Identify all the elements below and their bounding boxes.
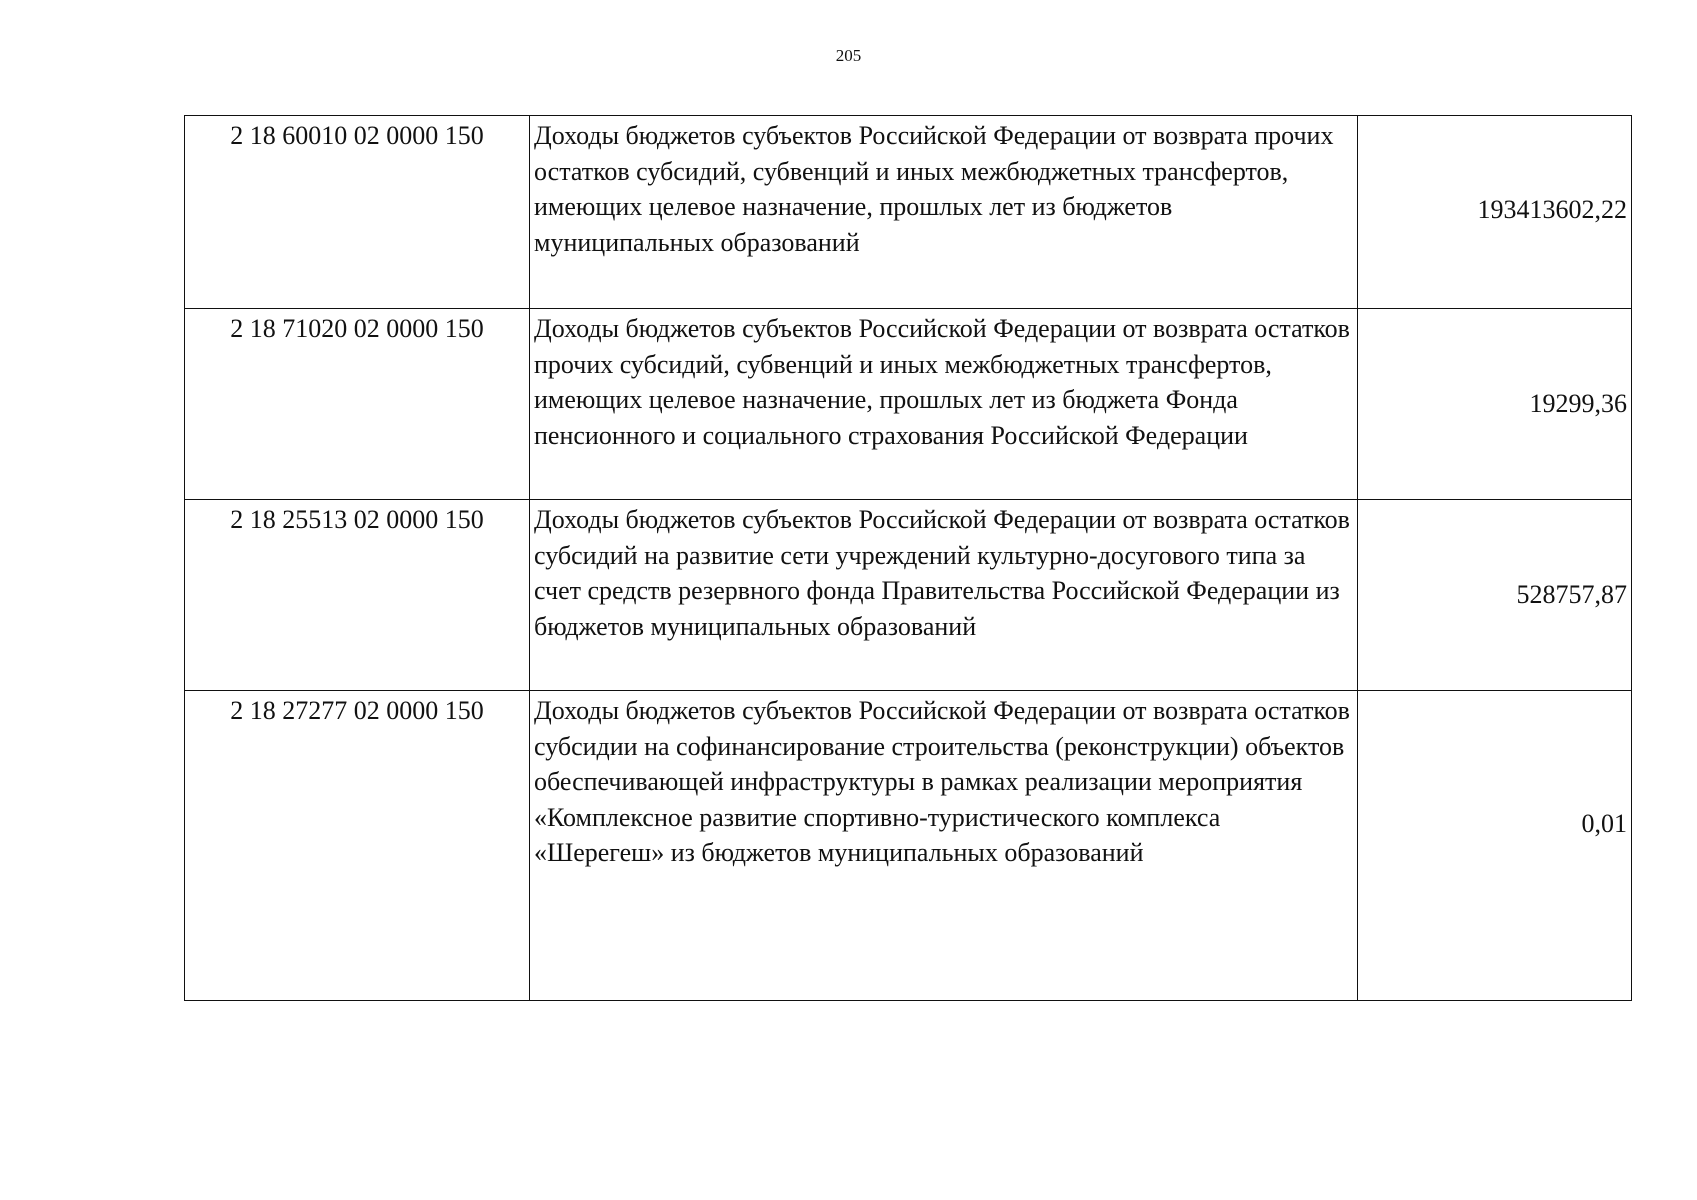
description-cell: Доходы бюджетов субъектов Российской Федерации от возврата остатков субсидий на развитие сети учреждений культурно-досугового типа за счет средств резервного фонда Правительства Российской Федерации из бюджетов муниципальных образований <box>530 500 1358 691</box>
budget-code-cell: 2 18 27277 02 0000 150 <box>185 691 530 1001</box>
budget-code-cell: 2 18 60010 02 0000 150 <box>185 116 530 309</box>
amount-cell: 193413602,22 <box>1358 116 1632 309</box>
table-row <box>185 691 1632 1001</box>
description-cell: Доходы бюджетов субъектов Российской Федерации от возврата остатков прочих субсидий, субвенций и иных межбюджетных трансфертов, имеющих целевое назначение, прошлых лет из бюджета Фонда пенсионного и социального страхования Российской Федерации <box>530 309 1358 500</box>
table-row <box>185 309 1632 500</box>
amount-cell: 0,01 <box>1358 691 1632 1001</box>
budget-revenue-table <box>184 115 1632 1001</box>
amount-cell: 19299,36 <box>1358 309 1632 500</box>
amount-cell: 528757,87 <box>1358 500 1632 691</box>
description-cell: Доходы бюджетов субъектов Российской Федерации от возврата остатков субсидии на софинансирование строительства (реконструкции) объектов обеспечивающей инфраструктуры в рамках реализации мероприятия «Комплексное развитие спортивно-туристического комплекса «Шерегеш» из бюджетов муниципальных образований <box>530 691 1358 1001</box>
page-number: 205 <box>835 46 862 65</box>
description-cell: Доходы бюджетов субъектов Российской Федерации от возврата прочих остатков субсидий, субвенций и иных межбюджетных трансфертов, имеющих целевое назначение, прошлых лет из бюджетов муниципальных образований <box>530 116 1358 309</box>
budget-code-cell: 2 18 25513 02 0000 150 <box>185 500 530 691</box>
table-row <box>185 500 1632 691</box>
budget-code-cell: 2 18 71020 02 0000 150 <box>185 309 530 500</box>
table-row <box>185 116 1632 309</box>
